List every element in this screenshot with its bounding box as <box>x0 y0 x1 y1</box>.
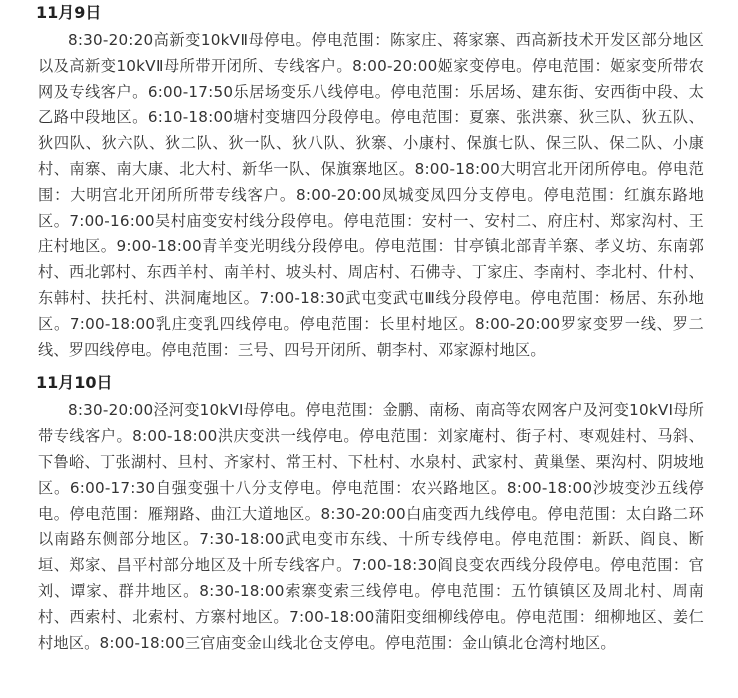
day-outage-text-nov-10: 8:30-20:00泾河变10kVⅠ母停电。停电范围：金鹏、南杨、南高等农网客户及河变10kVⅠ母所带专线客户。8:00-18:00洪庆变洪一线停电。停电范围：刘家庵村、街子村、枣观娃村、马斜、下鲁峪、丁张湖村、旦村、齐家村、常王村、下杜村、水泉村、武家村、黄巢堡、栗沟村、阴坡地区。6:00-17:30自强变强十八分支停电。停电范围：农兴路地区。8:00-18:00沙坡变沙五线停电。停电范围：雁翔路、曲江大道地区。8:30-20:00白庙变西九线停电。停电范围：太白路二环以南路东侧部分地区。7:30-18:00武电变市东线、十所专线停电。停电范围：新跃、阎良、断垣、郑家、昌平村部分地区及十所专线客户。7:00-18:30阎良变农西线分段停电。停电范围：官刘、谭家、群井地区。8:30-18:00索寨变索三线停电。停电范围：五竹镇镇区及周北村、周南村、西索村、北索村、方寨村地区。7:00-18:00蒲阳变细柳线停电。停电范围：细柳地区、姜仁村地区。8:00-18:00三官庙变金山线北仓支停电。停电范围：金山镇北仓湾村地区。 <box>38 401 704 652</box>
day-heading-nov-9: 11月9日 <box>36 3 102 22</box>
day-outage-text-nov-9: 8:30-20:20高新变10kVⅡ母停电。停电范围：陈家庄、蒋家寨、西高新技术开发区部分地区以及高新变10kVⅡ母所带开闭所、专线客户。8:00-20:00姬家变停电。停电范围：姬家变所带农网及专线客户。6:00-17:50乐居场变乐八线停电。停电范围：乐居场、建东街、安西街中段、太乙路中段地区。6:10-18:00塘村变塘四分段停电。停电范围：夏寨、张洪寨、狄三队、狄五队、狄四队、狄六队、狄二队、狄一队、狄八队、狄寨、小康村、保旗七队、保三队、保二队、小康村、南寨、南大康、北大村、新华一队、保旗寨地区。8:00-18:00大明宫北开闭所停电。停电范围：大明宫北开闭所所带专线客户。8:00-20:00凤城变凤四分支停电。停电范围：红旗东路地区。7:00-16:00吴村庙变安村线分段停电。停电范围：安村一、安村二、府庄村、郑家沟村、王庄村地区。9:00-18:00青羊变光明线分段停电。停电范围：甘亭镇北部青羊寨、孝义坊、东南郭村、西北郭村、东西羊村、南羊村、坡头村、周店村、石佛寺、丁家庄、李南村、李北村、什村、东韩村、扶托村、洪洞庵地区。7:00-18:30武屯变武屯Ⅲ线分段停电。停电范围：杨居、东孙地区。7:00-18:00乳庄变乳四线停电。停电范围：长里村地区。8:00-20:00罗家变罗一线、罗二线、罗四线停电。停电范围：三号、四号开闭所、朝李村、邓家源村地区。 <box>38 31 704 359</box>
day-heading-nov-10: 11月10日 <box>36 373 113 393</box>
day-section-nov-10 <box>38 372 704 656</box>
day-section-nov-9 <box>38 2 704 363</box>
